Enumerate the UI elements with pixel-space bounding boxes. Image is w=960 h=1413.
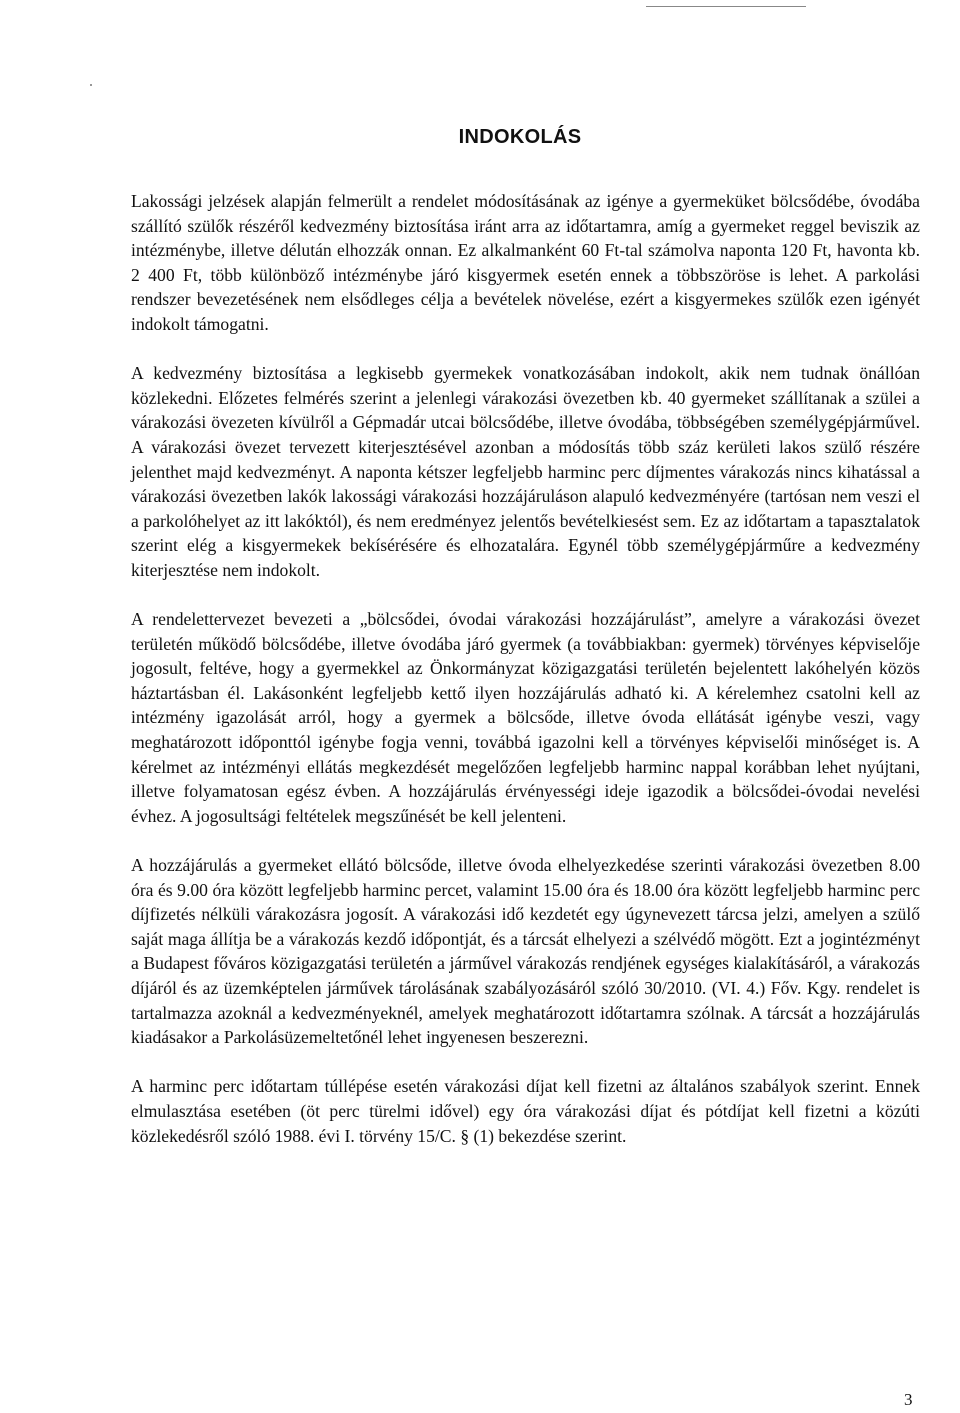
scan-top-rule xyxy=(646,6,806,7)
document-body xyxy=(131,189,920,1173)
scan-speck xyxy=(90,84,92,86)
paragraph-2: A kedvezmény biztosítása a legkisebb gyermekek vonatkozásában indokolt, akik nem tudnak önállóan közlekedni. Előzetes felmérés szerint a jelenlegi várakozási övezetben kb. 40 gyermeket szállítanak a szülei a várakozási övezeten kívülről a Gépmadár utcai bölcsődébe, illetve óvodába, többségében személygépjárművel. A várakozási övezet tervezett kiterjesztésével azonban a módosítás több száz kerületi lakos szülő részére jelenthet majd kedvezményt. A naponta kétszer legfeljebb harminc perc díjmentes várakozás nincs kihatással a várakozási övezetben lakók lakossági várakozási hozzájáruláson alapuló kedvezményére (tartósan nem veszi el a parkolóhelyet az itt lakóktól), és nem eredményez jelentős bevételkiesést sem. Ez az időtartam a tapasztalatok szerint elég a kisgyermekek bekísérésére és elhozatalára. Egynél több személygépjárműre a kedvezmény kiterjesztése nem indokolt. xyxy=(131,363,920,580)
paragraph-4: A hozzájárulás a gyermeket ellátó bölcsőde, illetve óvoda elhelyezkedése szerinti várakozási övezetben 8.00 óra és 9.00 óra között legfeljebb harminc percet, valamint 15.00 óra és 18.00 óra között legfeljebb harminc perc díjfizetés nélküli várakozásra jogosít. A várakozási idő kezdetét egy úgynevezett tárcsa jelzi, amelyen a szülő saját maga állítja be a várakozás kezdő időpontját, és a tárcsát elhelyezi a szélvédő mögött. Ezt a jogintézményt a Budapest főváros közigazgatási területén a járművel várakozás rendjének egységes kialakításáról, a várakozás díjáról és az üzemképtelen járművek tárolásának szabályozásáról szóló 30/2010. (VI. 4.) Főv. Kgy. rendelet is tartalmazza azoknál a kedvezményeknél, amelyek meghatározott időtartamra szólnak. A tárcsát a hozzájárulás kiadásakor a Parkolásüzemeltetőnél lehet ingyenesen beszerezni. xyxy=(131,855,920,1048)
paragraph-3: A rendelettervezet bevezeti a „bölcsődei, óvodai várakozási hozzájárulást”, amelyre a várakozási övezet területén működő bölcsődébe, illetve óvodába járó gyermek (a továbbiakban: gyermek) törvényes képviselője jogosult, feltéve, hogy a gyermekkel az Önkormányzat közigazgatási területén bejelentett lakóhelyén közös háztartásban él. Lakásonként legfeljebb kettő ilyen hozzájárulás adható ki. A kérelemhez csatolni kell az intézmény igazolását arról, hogy a gyermek a bölcsőde, illetve óvoda ellátását igénybe veszi, vagy meghatározott időponttól igénybe fogja venni, továbbá igazolni kell a törvényes képviselői minőséget is. A kérelmet az intézményi ellátás megkezdését megelőzően legfeljebb harminc nappal korábban lehet nyújtani, illetve folyamatosan egész évben. A hozzájárulás érvényességi ideje igazodik a bölcsődei-óvodai nevelési évhez. A jogosultsági feltételek megszűnését be kell jelenteni. xyxy=(131,609,920,826)
document-title: INDOKOLÁS xyxy=(458,126,582,148)
paragraph-5: A harminc perc időtartam túllépése esetén várakozási díjat kell fizetni az általános szabályok szerint. Ennek elmulasztása esetében (öt perc türelmi idővel) egy óra várakozási díjat és pótdíjat kell fizetni a közúti közlekedésről szóló 1988. évi I. törvény 15/C. § (1) bekezdése szerint. xyxy=(131,1076,920,1146)
paragraph-1: Lakossági jelzések alapján felmerült a rendelet módosításának az igénye a gyermeküket bölcsődébe, óvodába szállító szülők részéről kedvezmény biztosítása iránt arra az időtartamra, amíg a gyermeket reggel beviszik az intézménybe, illetve délután elhozzák onnan. Ez alkalmanként 60 Ft-tal számolva naponta 120 Ft, havonta kb. 2 400 Ft, több különböző intézménybe járó kisgyermek esetén ennek a többszöröse is lehet. A parkolási rendszer bevezetésének nem elsődleges célja a bevételek növelése, ezért a kisgyermekes szülők ezen igényét indokolt támogatni. xyxy=(131,191,920,334)
page-number: 3 xyxy=(904,1390,913,1409)
